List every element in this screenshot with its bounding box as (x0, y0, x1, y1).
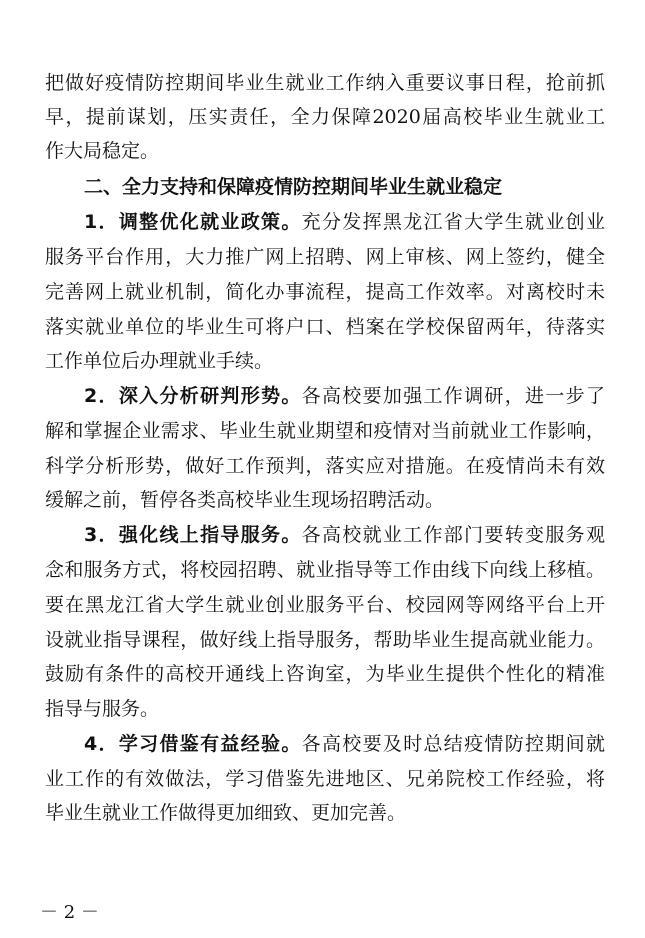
paragraph-line: 毕业生就业工作做得更加细致、更加完善。 (45, 802, 407, 824)
paragraph-line: 业工作的有效做法，学习借鉴先进地区、兄弟院校工作经验，将 (45, 768, 605, 790)
item-first-line (84, 205, 605, 239)
paragraph-line: 科学分析形势，做好工作预判，落实应对措施。在疫情尚未有效 (45, 455, 605, 477)
paragraph-line: 作大局稳定。 (45, 140, 160, 162)
item-text: 各高校就业工作部门要转变服务观 (301, 524, 605, 546)
paragraph-line: 落实就业单位的毕业生可将户口、档案在学校保留两年，待落实 (45, 316, 605, 338)
paragraph-line: 完善网上就业机制，简化办事流程，提高工作效率。对离校时未 (45, 281, 605, 303)
item-title: 4．学习借鉴有益经验。 (84, 733, 302, 755)
paragraph-line: 解和掌握企业需求、毕业生就业期望和疫情对当前就业工作影响， (45, 420, 605, 442)
paragraph-line: 设就业指导课程，做好线上指导服务，帮助毕业生提高就业能力。 (45, 629, 605, 651)
item-first-line (84, 379, 605, 413)
item-text: 各高校要及时总结疫情防控期间就 (301, 733, 605, 755)
paragraph-line: 要在黑龙江省大学生就业创业服务平台、校园网等网络平台上开 (45, 594, 605, 616)
paragraph-line: 把做好疫情防控期间毕业生就业工作纳入重要议事日程，抢前抓 (45, 72, 605, 94)
paragraph-line: 念和服务方式，将校园招聘、就业指导等工作由线下向线上移植。 (45, 559, 605, 581)
item-title: 3．强化线上指导服务。 (84, 524, 302, 546)
paragraph-line: 指导与服务。 (45, 698, 160, 720)
paragraph-line: 服务平台作用，大力推广网上招聘、网上审核、网上签约，健全 (45, 246, 605, 268)
paragraph-line: 工作单位后办理就业手续。 (45, 350, 274, 372)
item-first-line (84, 518, 605, 552)
paragraph-line: 早，提前谋划，压实责任，全力保障2020届高校毕业生就业工 (45, 106, 605, 128)
item-first-line (84, 727, 605, 761)
item-title: 1．调整优化就业政策。 (84, 211, 302, 233)
item-title: 2．深入分析研判形势。 (84, 385, 302, 407)
page-number: － 2 － (40, 902, 99, 923)
item-text: 充分发挥黑龙江省大学生就业创业 (301, 211, 605, 233)
paragraph-line: 鼓励有条件的高校开通线上咨询室，为毕业生提供个性化的精准 (45, 663, 605, 685)
item-text: 各高校要加强工作调研，进一步了 (301, 385, 605, 407)
section-heading: 二、全力支持和保障疫情防控期间毕业生就业稳定 (84, 176, 503, 198)
paragraph-line: 缓解之前，暂停各类高校毕业生现场招聘活动。 (45, 489, 445, 511)
